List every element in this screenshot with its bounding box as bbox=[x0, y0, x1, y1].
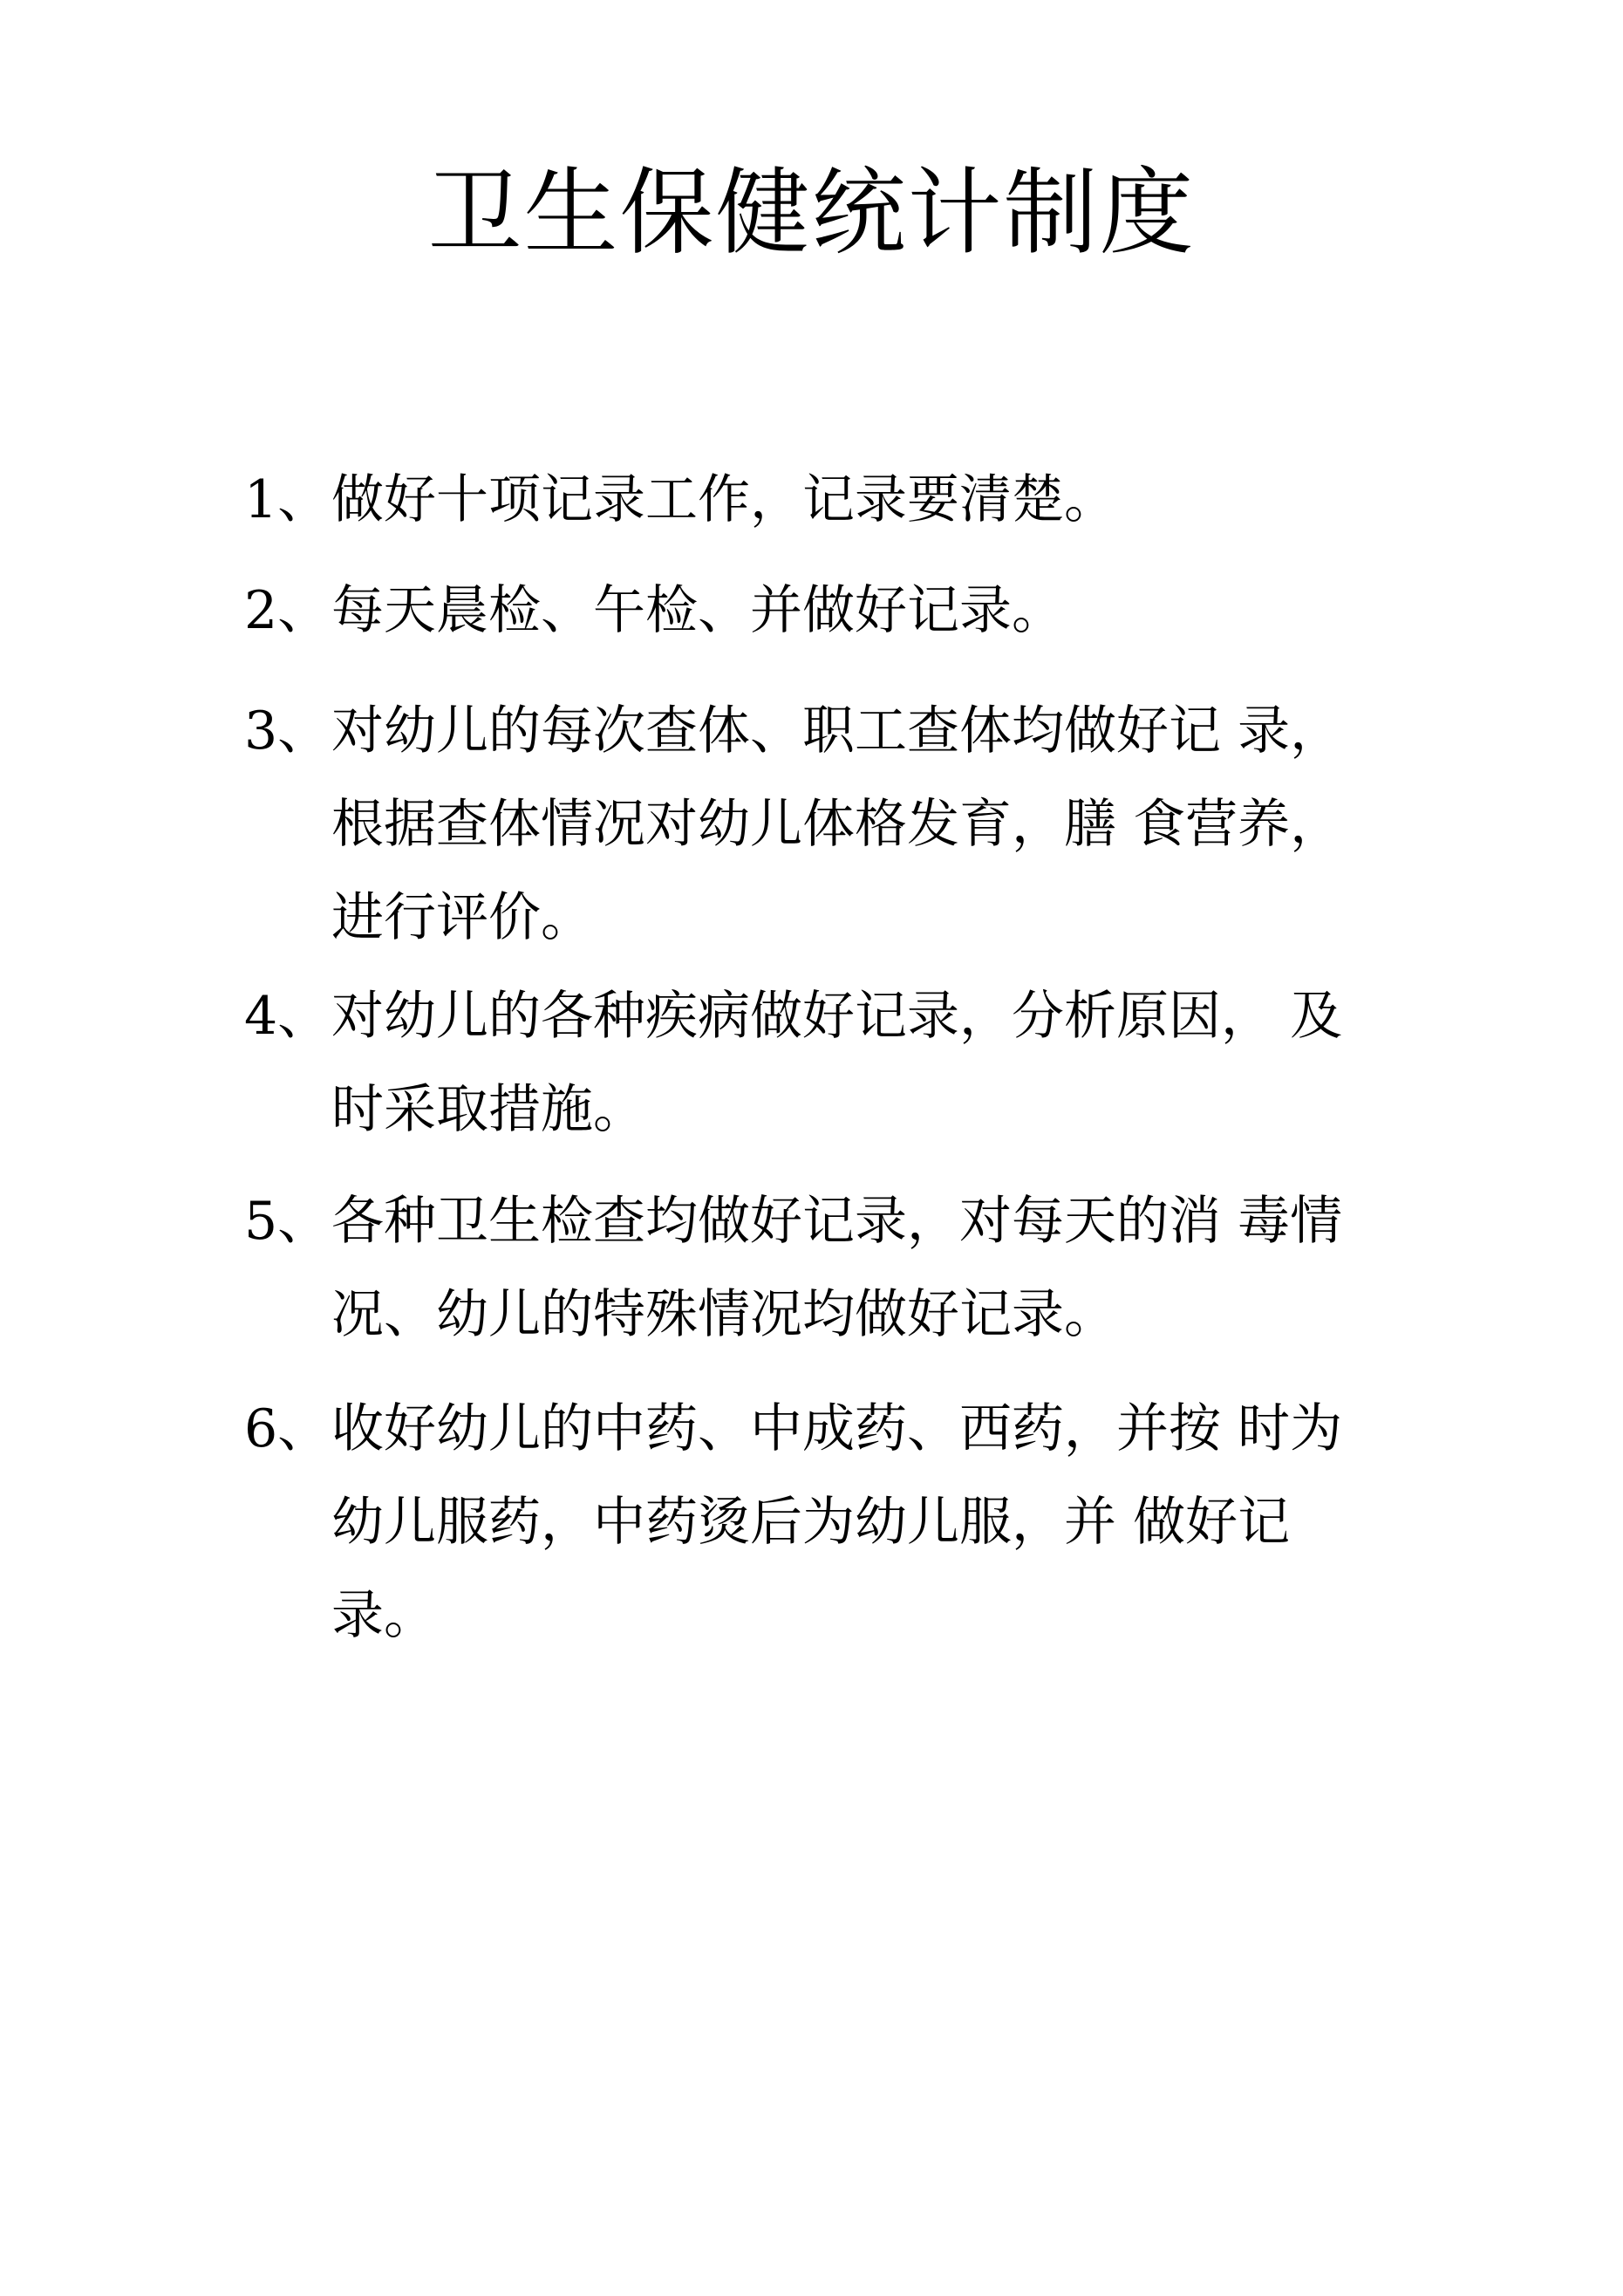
list-item-line bbox=[244, 1175, 1413, 1268]
list-item-3 bbox=[244, 685, 1413, 965]
list-item-number: 4、 bbox=[244, 986, 331, 1047]
list-item-6 bbox=[244, 1383, 1413, 1663]
list-item-text: 录。 bbox=[331, 1585, 436, 1646]
list-item-line bbox=[244, 454, 1413, 547]
document-title: 卫生保健统计制度 bbox=[427, 159, 1196, 268]
list-item-text: 对幼儿的每次查体、职工查体均做好记 录， bbox=[331, 700, 1343, 762]
list-item-number: 6、 bbox=[244, 1398, 331, 1459]
list-item-line bbox=[244, 1383, 1413, 1476]
list-item-1 bbox=[244, 454, 1413, 547]
list-item-number: 5、 bbox=[244, 1191, 331, 1252]
list-item-text: 况、幼儿的特殊情况均做好记录。 bbox=[331, 1284, 1116, 1345]
list-item-4 bbox=[244, 970, 1413, 1157]
list-item-line bbox=[244, 685, 1413, 778]
list-item-text: 对幼儿的各种疾病做好记录，分析原因， 及 bbox=[331, 986, 1343, 1047]
list-item-number: 1、 bbox=[244, 469, 331, 530]
list-item-line bbox=[244, 970, 1413, 1063]
list-item-text: 根据查体情况对幼儿体格发育，膳 食营养， bbox=[331, 794, 1343, 855]
list-item-text: 做好十项记录工作，记录要清楚。 bbox=[331, 469, 1116, 530]
list-item-2 bbox=[244, 564, 1413, 658]
list-item-number: 2、 bbox=[244, 580, 331, 641]
list-item-text: 时采取措施。 bbox=[331, 1079, 645, 1140]
list-item-text: 进行评价。 bbox=[331, 887, 593, 948]
list-item-text: 幼儿服药，中药烫后为幼儿服，并 做好记 bbox=[331, 1492, 1291, 1553]
list-item-text: 每天晨检、午检、并做好记录。 bbox=[331, 580, 1064, 641]
list-item-text: 收好幼儿的中药、中成药、西药，并按 时为 bbox=[331, 1398, 1343, 1459]
list-item-line bbox=[244, 564, 1413, 658]
list-item-number: 3、 bbox=[244, 700, 331, 762]
list-item-5 bbox=[244, 1175, 1413, 1362]
list-item-text: 各种卫生检查均做好记录，对每天的消 毒情 bbox=[331, 1191, 1343, 1252]
